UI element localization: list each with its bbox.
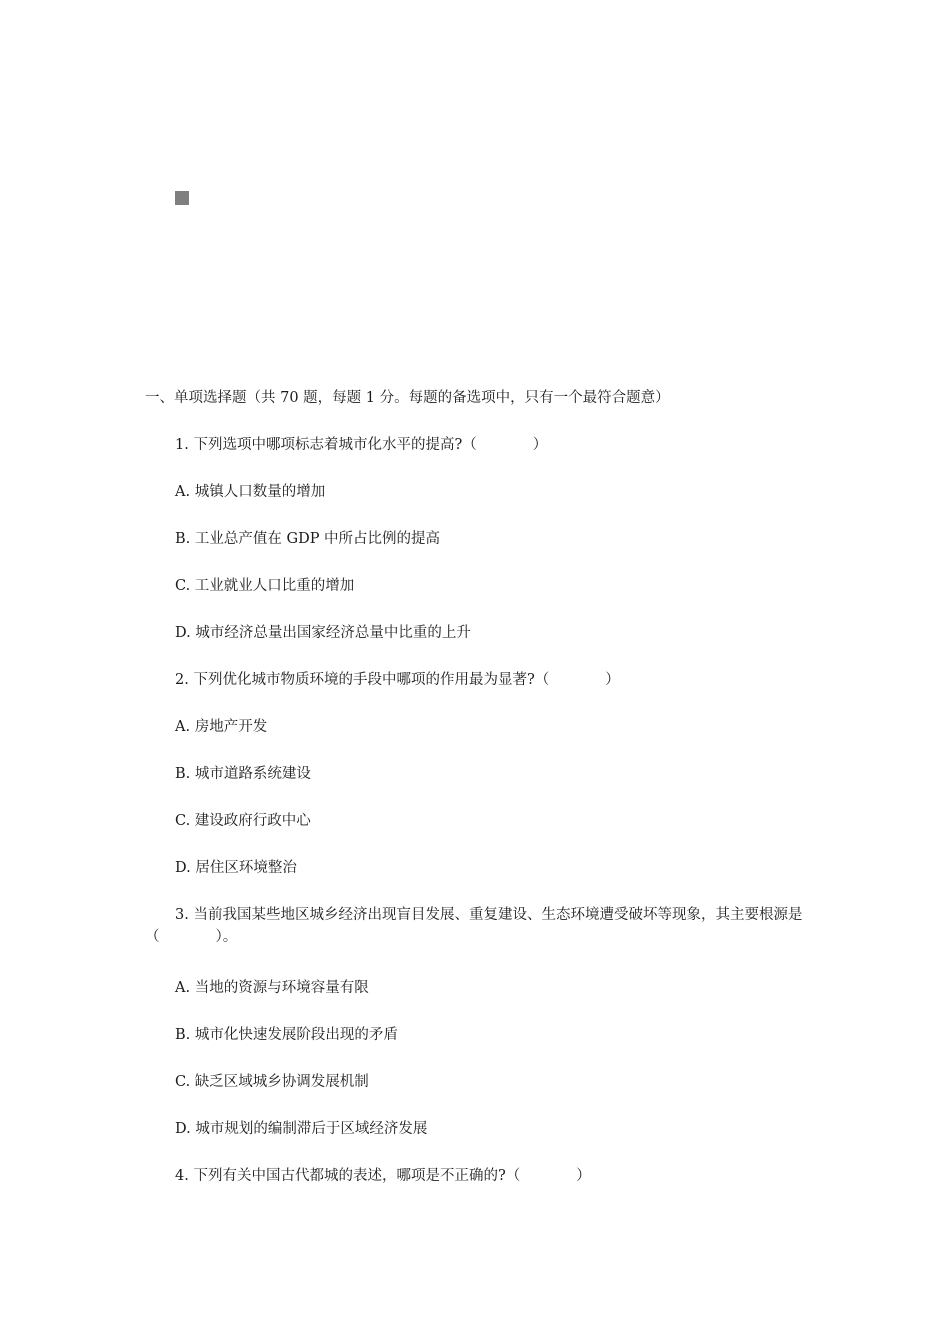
- question-2-stem-text: 2. 下列优化城市物质环境的手段中哪项的作用最为显著?（: [175, 672, 550, 688]
- question-3-stem-end: ）。: [215, 929, 238, 945]
- question-3-option-c: C. 缺乏区域城乡协调发展机制: [175, 1074, 369, 1090]
- question-2-option-d: D. 居住区环境整治: [175, 860, 297, 876]
- question-4-stem-end: ）: [576, 1168, 591, 1184]
- question-1-stem-end: ）: [532, 437, 548, 453]
- question-1-option-d: D. 城市经济总量出国家经济总量中比重的上升: [175, 625, 471, 641]
- question-3-option-b: B. 城市化快速发展阶段出现的矛盾: [175, 1027, 398, 1043]
- question-2-stem-end: ）: [605, 672, 620, 688]
- question-1-stem-text: 1. 下列选项中哪项标志着城市化水平的提高?（: [175, 437, 477, 453]
- question-1-stem: [145, 430, 805, 460]
- square-bullet-icon: [175, 191, 189, 205]
- exam-content: [145, 383, 805, 1208]
- question-4-stem: [145, 1161, 805, 1191]
- question-3-stem-text: 3. 当前我国某些地区城乡经济出现盲目发展、重复建设、生态环境遭受破坏等现象，其主要根源是（: [145, 907, 803, 945]
- question-2-stem: [145, 665, 805, 695]
- question-2-option-a: A. 房地产开发: [175, 719, 268, 735]
- question-4-stem-text: 4. 下列有关中国古代都城的表述，哪项是不正确的?（: [175, 1168, 521, 1184]
- question-1-option-c: C. 工业就业人口比重的增加: [175, 578, 355, 594]
- question-3-stem: [145, 900, 805, 948]
- question-1-option-b: B. 工业总产值在 GDP 中所占比例的提高: [175, 531, 441, 547]
- question-2-option-b: B. 城市道路系统建设: [175, 766, 311, 782]
- question-3-option-a: A. 当地的资源与环境容量有限: [175, 980, 369, 996]
- question-3-option-d: D. 城市规划的编制滞后于区域经济发展: [175, 1121, 428, 1137]
- question-2-option-c: C. 建设政府行政中心: [175, 813, 311, 829]
- question-1-option-a: A. 城镇人口数量的增加: [175, 484, 326, 500]
- section-title: 一、单项选择题（共 70 题，每题 1 分。每题的备选项中，只有一个最符合题意）: [145, 390, 670, 406]
